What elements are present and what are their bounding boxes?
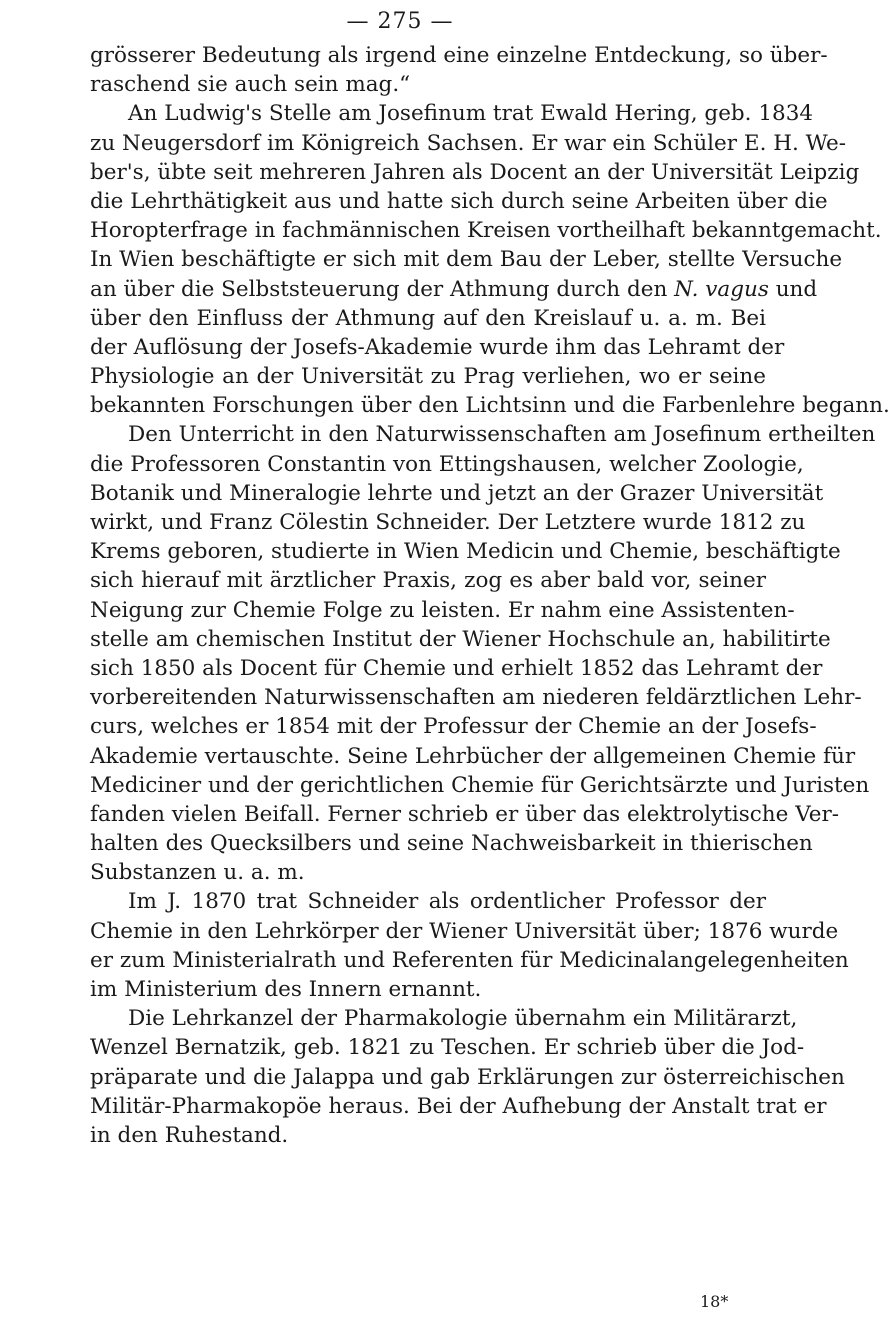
text-line: an über die Selbststeuerung der Athmung durch den N. vagus und xyxy=(90,276,818,302)
text-line: grösserer Bedeutung als irgend eine einzelne Entdeckung, so über- xyxy=(90,43,828,68)
text-line: Mediciner und der gerichtlichen Chemie für Gerichtsärzte und Juristen xyxy=(90,772,870,798)
text-line: zu Neugersdorf im Königreich Sachsen. Er war ein Schüler E. H. We- xyxy=(90,130,846,156)
paragraph xyxy=(90,41,828,99)
text-line: der Auflösung der Josefs-Akademie wurde ihm das Lehramt der xyxy=(90,334,785,360)
text-line: In Wien beschäftigte er sich mit dem Bau der Leber, stellte Versuche xyxy=(90,247,843,273)
text-line: über den Einfluss der Athmung auf den Kreislauf u. a. m. Bei xyxy=(90,305,766,331)
text-line: Den Unterricht in den Naturwissenschaften am Josefinum ertheilten xyxy=(128,422,876,448)
text-line: An Ludwig's Stelle am Josefinum trat Ewald Hering, geb. 1834 xyxy=(128,101,814,127)
text-line: im Ministerium des Innern ernannt. xyxy=(90,977,482,1002)
text-line: halten des Quecksilbers und seine Nachweisbarkeit in thierischen xyxy=(90,831,813,857)
text-line: Militär-Pharmakopöe heraus. Bei der Aufhebung der Anstalt trat er xyxy=(90,1093,827,1119)
text-line: die Lehrthätigkeit aus und hatte sich durch seine Arbeiten über die xyxy=(90,188,828,214)
text-line: präparate und die Jalappa und gab Erklärungen zur österreichischen xyxy=(90,1064,845,1090)
text-line: Akademie vertauschte. Seine Lehrbücher der allgemeinen Chemie für xyxy=(90,743,856,769)
text-line: Die Lehrkanzel der Pharmakologie übernahm ein Militärarzt, xyxy=(128,1006,798,1032)
text-line: vorbereitenden Naturwissenschaften am niederen feldärztlichen Lehr- xyxy=(90,685,862,711)
text-line: Krems geboren, studierte in Wien Medicin und Chemie, beschäftigte xyxy=(90,539,841,565)
text-line: sich hierauf mit ärztlicher Praxis, zog es aber bald vor, seiner xyxy=(90,568,766,594)
paragraph xyxy=(90,887,849,1004)
text-line: Neigung zur Chemie Folge zu leisten. Er nahm eine Assistenten- xyxy=(90,597,795,623)
text-line: wirkt, und Franz Cölestin Schneider. Der Letztere wurde 1812 zu xyxy=(90,510,806,535)
text-line: Horopterfrage in fachmännischen Kreisen vortheilhaft bekanntgemacht. xyxy=(90,218,882,244)
paragraph xyxy=(90,420,876,887)
body-text xyxy=(90,41,890,1150)
paragraph xyxy=(90,99,890,420)
text-line: raschend sie auch sein mag.“ xyxy=(90,72,411,98)
text-line: Substanzen u. a. m. xyxy=(90,860,305,886)
text-line: stelle am chemischen Institut der Wiener Hochschule an, habilitirte xyxy=(90,626,831,652)
italic-term: N. vagus xyxy=(674,276,769,302)
text-line: Wenzel Bernatzik, geb. 1821 zu Teschen. Er schrieb über die Jod- xyxy=(90,1035,805,1061)
text-line: er zum Ministerialrath und Referenten für Medicinalangelegenheiten xyxy=(90,947,849,973)
paragraph xyxy=(90,1004,845,1150)
text-line: Botanik und Mineralogie lehrte und jetzt an der Grazer Universität xyxy=(90,480,824,506)
text-line: sich 1850 als Docent für Chemie und erhielt 1852 das Lehramt der xyxy=(90,655,823,681)
text-line: bekannten Forschungen über den Lichtsinn und die Farbenlehre begann. xyxy=(90,393,890,419)
page-number: — 275 — xyxy=(346,9,454,34)
printer-signature: 18* xyxy=(700,1292,729,1311)
text-line: in den Ruhestand. xyxy=(90,1122,289,1148)
text-line: ber's, übte seit mehreren Jahren als Docent an der Universität Leipzig xyxy=(90,159,860,185)
text-line: Chemie in den Lehrkörper der Wiener Universität über; 1876 wurde xyxy=(90,918,839,944)
text-line: fanden vielen Beifall. Ferner schrieb er über das elektrolytische Ver- xyxy=(90,801,840,827)
text-line: curs, welches er 1854 mit der Professur der Chemie an der Josefs- xyxy=(90,714,817,740)
text-line: Im J. 1870 trat Schneider als ordentlicher Professor der xyxy=(128,889,766,915)
text-line: Physiologie an der Universität zu Prag verliehen, wo er seine xyxy=(90,364,766,390)
text-line: die Professoren Constantin von Ettingshausen, welcher Zoologie, xyxy=(90,451,804,477)
